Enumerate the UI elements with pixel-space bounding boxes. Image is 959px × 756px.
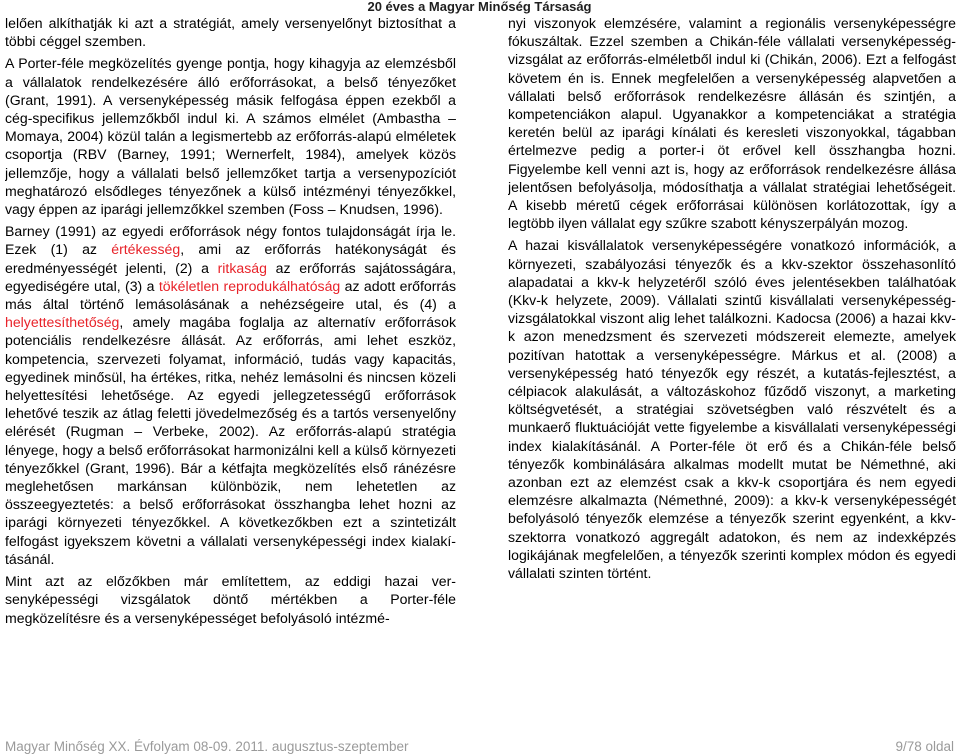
left-column [5,14,456,736]
highlighted-term: tökéletlen reprodukálhatóság [158,277,341,294]
highlighted-term: ritkaság [217,259,267,276]
right-column [508,14,956,690]
paragraph: A Porter-féle megközelítés gyenge pontja, hogy kihagyja az elemzésből a vállalatok rendelkezésére álló erőforrásokat, a belső tényezőket (Grant, 1991). A versenyképesség másik felfogása éppen ezekből a cég-specifikus jellemzőkből indul ki. A számos elmélet (Ambastha – Momaya, 2004) közül talán a legismertebb az erőforrás-alapú elméletek csoportja (RBV (Barney, 1991; Wernerfelt, 1984), amelyek közös jellemzője, hogy a vállalati belső jellemzőket tartja a versenypozíciót meghatározó elsődleges tényezőnek a külső intézményi tényezőkkel, vagy éppen az iparági jellemzőkkel szemben (Foss – Knudsen, 1996). [5,55,456,218]
highlighted-term: helyettesíthetőség [5,314,120,331]
highlighted-term: értékesség [111,241,181,258]
running-header: 20 éves a Magyar Minőség Társaság [367,0,592,14]
text-run: , amely magába foglalja az alternatív erőforrások potenciális rendelkezésre állását. Az erőforrás, ami lehet eszköz, kompetencia, szervezeti folyamat, információ, tudás vagy kapacitás, egyedinek minősül, ha értékes, ritka, nehéz lemásolni és nincsen közeli helyettesítési lehetősége. Az egyedi jellegzetességű erőforrások lehetővé teszik az átlag feletti jövedelmezőség és a tartós versenyelőny elérését (Rugman – Verbeke, 2002). Az erőforrás-alapú stratégia lényege, hogy a belső erőforrásokat harmonizálni kell a külső környezeti tényezőkkel (Grant, 1996). Bár a kétfajta megközelítés első ránézésre meglehetősen markánsan különbözik, nem lehetetlen az összeegyeztetés: a belső erőforrásokat összhangba lehet hozni az iparági környezeti tényezőkkel. A következőkben ezt a szintetizált felfogást igyekszem követni a vállalati versenyképességi index kialakításánál. [5,314,456,567]
paragraph: Mint azt az előzőkben már említettem, az eddigi hazai versenyképességi vizsgálatok döntő mértékben a Porter-féle megközelítésre és a versenyképességet befolyásoló intézmé- [5,573,456,626]
page-footer [5,738,954,756]
paragraph: nyi viszonyok elemzésére, valamint a regionális versenyképességre fókuszáltak. Ezzel szemben a Chikán-féle vállalati versenyképesség-vizsgálat az erőforrás-elméletből indul ki (Chikán, 2006). Ezt a felfogást követem én is. Ennek megfelelően a versenyképesség alapvetően a vállalati belső erőforrások rendelkezésre állásán és szintjén, a kompetenciákon alapul. Ugyanakkor a kompetenciákat a stratégia keretén belül az iparági kínálati és keresleti viszonyokkal, tágabban értelmezve pedig a porter-i öt erővel kell összhangba hozni. Figyelembe kell venni azt is, hogy az erőforrások rendelkezésre állása jelentősen befolyásolja, módosíthatja a vállalat stratégiai lehetőségeit. A kisebb méretű cégek erőforrásai különösen korlátozottak, így a legtöbb ilyen vállalat egy szűkre szabott kényszerpályán mozog. [508,15,956,232]
text-run: az adott erőforrás más által történő lemásolásának a nehézségeire utal, és (4) a [5,277,456,313]
text-run: Barney (1991) az egyedi erőforrások négy fontos tulajdonságát írja le. Ezek (1) az [5,223,456,258]
text-run: az erőforrás sajátosságára, egyediségére utal, (3) a [5,259,456,294]
journal-citation: Magyar Minőség XX. Évfolyam 08-09. 2011. augusztus-szeptember [5,739,409,754]
paragraph [5,222,456,568]
text-run: , ami az erőforrás hatékonyságát és eredményességét jelenti, (2) a [5,241,456,276]
paragraph: A hazai kisvállalatok versenyképességére vonatkozó információk, a környezeti, szabályozási tényezők és a kkv-szektor összehasonlító alapadatai a kkv-k helyzetéről szóló éves jelentésekben találhatóak (Kkv-k helyzete, 2009). Vállalati szintű kisvállalati versenyképesség-vizsgálatokkal viszont alig lehet találkozni. Kadocsa (2006) a hazai kkv-k azon menedzsment és szervezeti módszereit elemezte, amelyek pozitívan hatottak a versenyképességre. Márkus et al. (2008) a versenyképesség ható tényezők egy részét, a kutatás-fejlesztést, a célpiacok alakulását, a változáskohoz fűződő viszonyt, a marketing költségvetését, a stratégiai szövetségben való részvételt és a munkaerő fluktuációját vette figyelembe a kisvállalati versenyképességi index kialakításánál. A Porter-féle öt erő és a Chikán-féle belső tényezők kombinálására alkalmas modellt mutat be Némethné, aki azonban ezt az elemzést csak a kkv-k csoportjára és nem egyedi elemzésre alkalmazta (Némethné, 2009): a kkv-k versenyképességét befolyásoló tényezők elemzése a tényezők szerint egyenként, a kkv-szektorra vonatkozó aggregált adatokon, és nem az indexképzés logikájának megfelelően, a tényezők szerinti komplex módon és egyedi vállalati szinten történt. [508,237,956,582]
paragraph: lelően alkíthatják ki azt a stratégiát, amely versenyelőnyt biztosíthat a többi céggel szemben. [5,15,456,50]
page-number: 9/78 oldal [895,739,954,754]
